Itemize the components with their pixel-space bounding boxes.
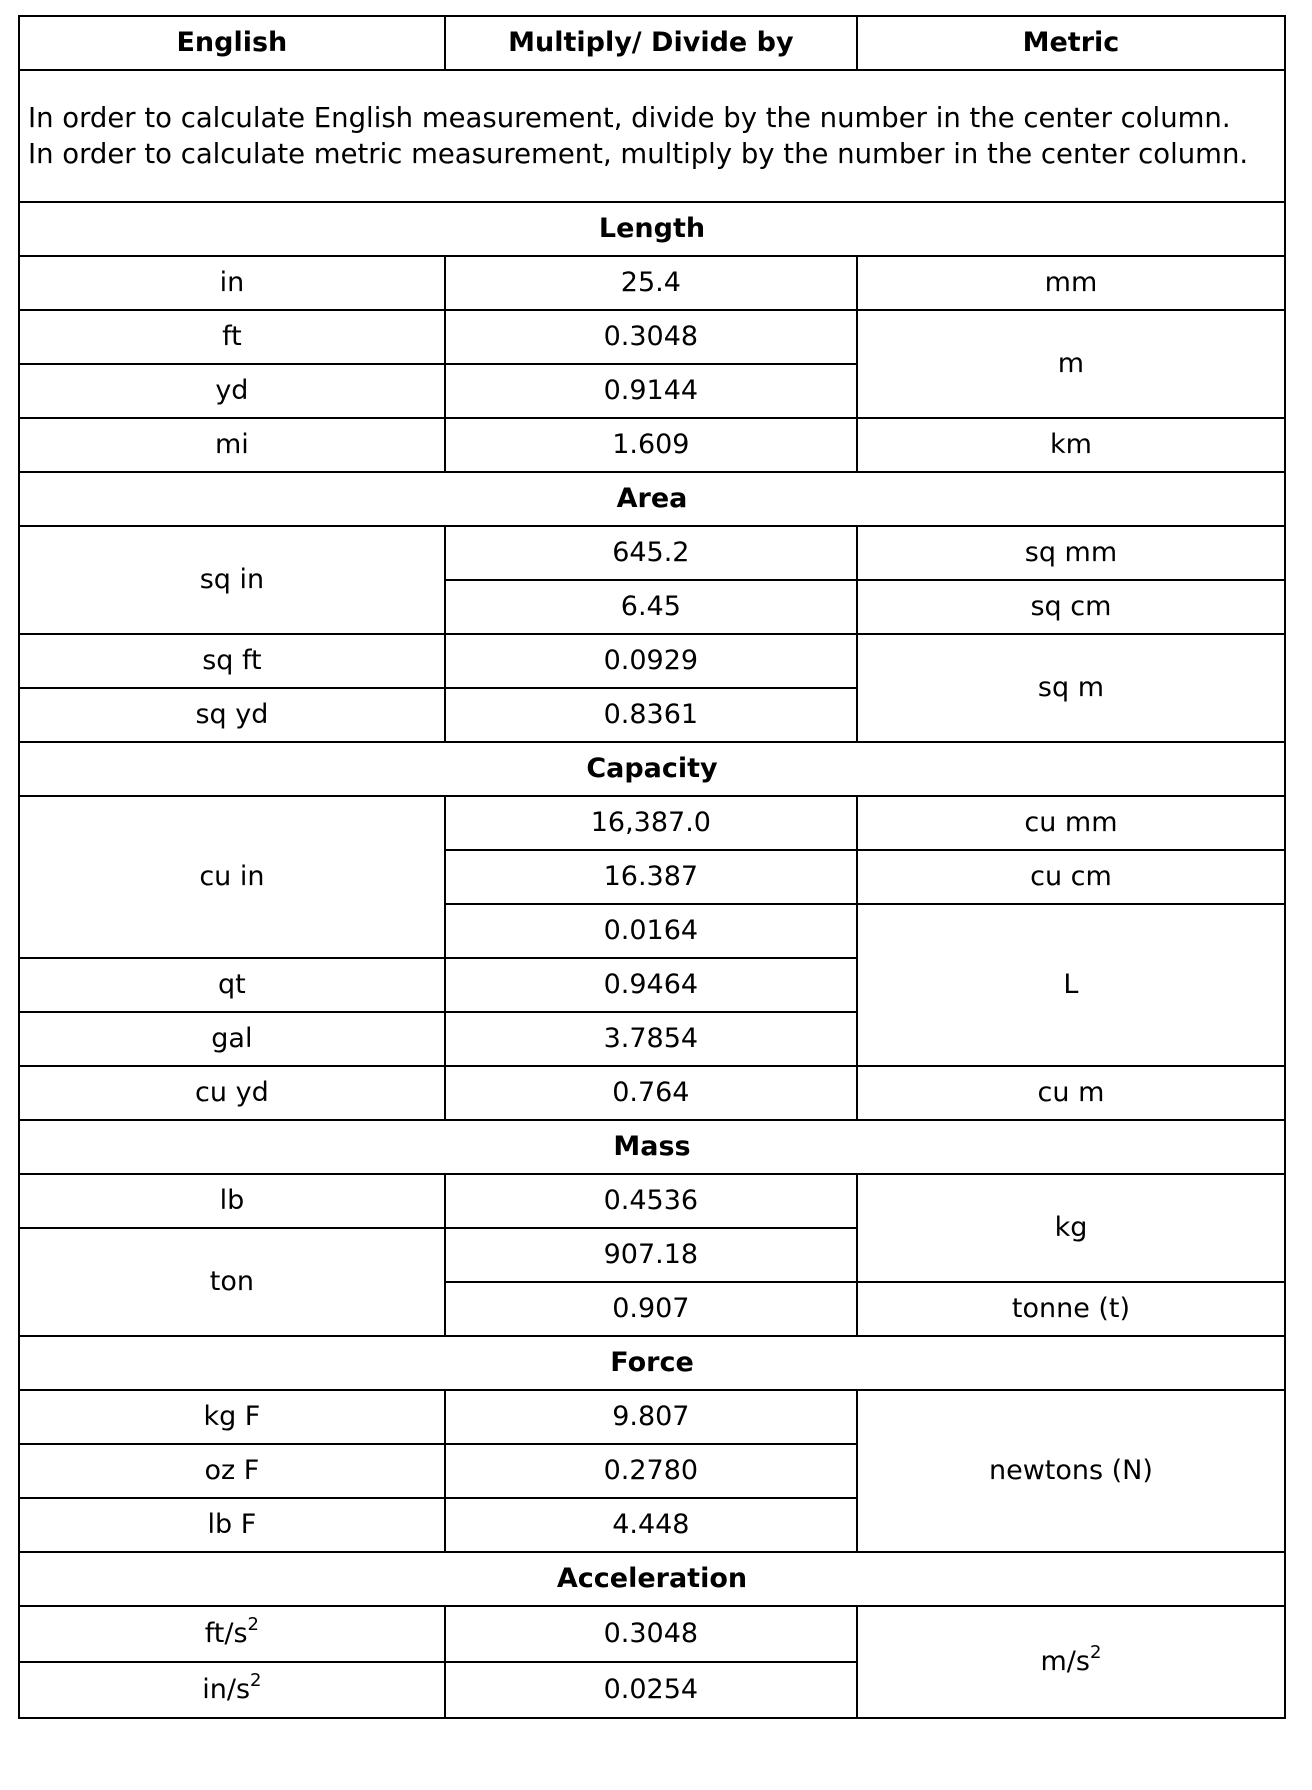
section-row (19, 742, 1285, 796)
table-row (19, 1174, 1285, 1228)
english-unit: sq in (19, 526, 445, 634)
section-title-capacity: Capacity (19, 742, 1285, 796)
conversion-factor: 0.3048 (445, 310, 857, 364)
conversion-factor: 0.907 (445, 1282, 857, 1336)
section-row (19, 202, 1285, 256)
table-row (19, 310, 1285, 364)
section-title-area: Area (19, 472, 1285, 526)
english-unit: cu in (19, 796, 445, 958)
conversion-factor: 0.4536 (445, 1174, 857, 1228)
conversion-factor: 645.2 (445, 526, 857, 580)
english-unit: ft (19, 310, 445, 364)
instruction-multiply: In order to calculate metric measurement, multiply by the number in the center column. (28, 138, 1249, 170)
metric-unit: tonne (t) (857, 1282, 1285, 1336)
metric-unit: sq cm (857, 580, 1285, 634)
table-row (19, 1606, 1285, 1662)
english-unit: lb F (19, 1498, 445, 1552)
conversion-factor: 0.8361 (445, 688, 857, 742)
metric-unit: kg (857, 1174, 1285, 1282)
english-unit: lb (19, 1174, 445, 1228)
conversion-table (18, 15, 1286, 1719)
english-unit: mi (19, 418, 445, 472)
table-row (19, 526, 1285, 580)
conversion-factor: 0.0254 (445, 1662, 857, 1718)
conversion-factor: 907.18 (445, 1228, 857, 1282)
unit-base: ft/s (204, 1618, 248, 1649)
english-unit: oz F (19, 1444, 445, 1498)
conversion-factor: 0.2780 (445, 1444, 857, 1498)
english-unit: qt (19, 958, 445, 1012)
unit-exponent: 2 (1089, 1642, 1102, 1663)
header-english: English (19, 16, 445, 70)
conversion-factor: 0.9464 (445, 958, 857, 1012)
metric-unit: cu m (857, 1066, 1285, 1120)
instructions-cell (19, 70, 1285, 202)
metric-unit (857, 1606, 1285, 1718)
english-unit (19, 1606, 445, 1662)
metric-unit: L (857, 904, 1285, 1066)
english-unit: ton (19, 1228, 445, 1336)
conversion-factor: 16,387.0 (445, 796, 857, 850)
conversion-factor: 25.4 (445, 256, 857, 310)
conversion-factor: 16.387 (445, 850, 857, 904)
conversion-factor: 0.9144 (445, 364, 857, 418)
english-unit: yd (19, 364, 445, 418)
table-row (19, 418, 1285, 472)
english-unit: cu yd (19, 1066, 445, 1120)
english-unit: sq yd (19, 688, 445, 742)
section-title-acceleration: Acceleration (19, 1552, 1285, 1606)
header-metric: Metric (857, 16, 1285, 70)
section-row (19, 1336, 1285, 1390)
instructions-row (19, 70, 1285, 202)
section-title-mass: Mass (19, 1120, 1285, 1174)
metric-unit: m (857, 310, 1285, 418)
english-unit (19, 1662, 445, 1718)
section-row (19, 1552, 1285, 1606)
metric-unit: cu cm (857, 850, 1285, 904)
metric-unit: mm (857, 256, 1285, 310)
table-row (19, 796, 1285, 850)
conversion-factor: 3.7854 (445, 1012, 857, 1066)
conversion-factor: 1.609 (445, 418, 857, 472)
section-row (19, 472, 1285, 526)
header-multiply-divide: Multiply/ Divide by (445, 16, 857, 70)
conversion-factor: 0.764 (445, 1066, 857, 1120)
metric-unit: cu mm (857, 796, 1285, 850)
english-unit: gal (19, 1012, 445, 1066)
section-title-force: Force (19, 1336, 1285, 1390)
table-row (19, 1066, 1285, 1120)
conversion-factor: 0.0929 (445, 634, 857, 688)
metric-unit: km (857, 418, 1285, 472)
english-unit: kg F (19, 1390, 445, 1444)
english-unit: sq ft (19, 634, 445, 688)
unit-base: m/s (1040, 1646, 1090, 1677)
conversion-factor: 0.3048 (445, 1606, 857, 1662)
header-row (19, 16, 1285, 70)
section-title-length: Length (19, 202, 1285, 256)
metric-unit: sq m (857, 634, 1285, 742)
section-row (19, 1120, 1285, 1174)
unit-exponent: 2 (250, 1670, 262, 1691)
conversion-factor: 9.807 (445, 1390, 857, 1444)
unit-exponent: 2 (247, 1614, 259, 1635)
unit-base: in/s (202, 1674, 251, 1705)
conversion-factor: 6.45 (445, 580, 857, 634)
table-row (19, 1390, 1285, 1444)
table-row (19, 256, 1285, 310)
metric-unit: newtons (N) (857, 1390, 1285, 1552)
english-unit: in (19, 256, 445, 310)
conversion-factor: 4.448 (445, 1498, 857, 1552)
metric-unit: sq mm (857, 526, 1285, 580)
conversion-factor: 0.0164 (445, 904, 857, 958)
table-row (19, 634, 1285, 688)
instruction-divide: In order to calculate English measurement, divide by the number in the center column. (28, 102, 1231, 134)
